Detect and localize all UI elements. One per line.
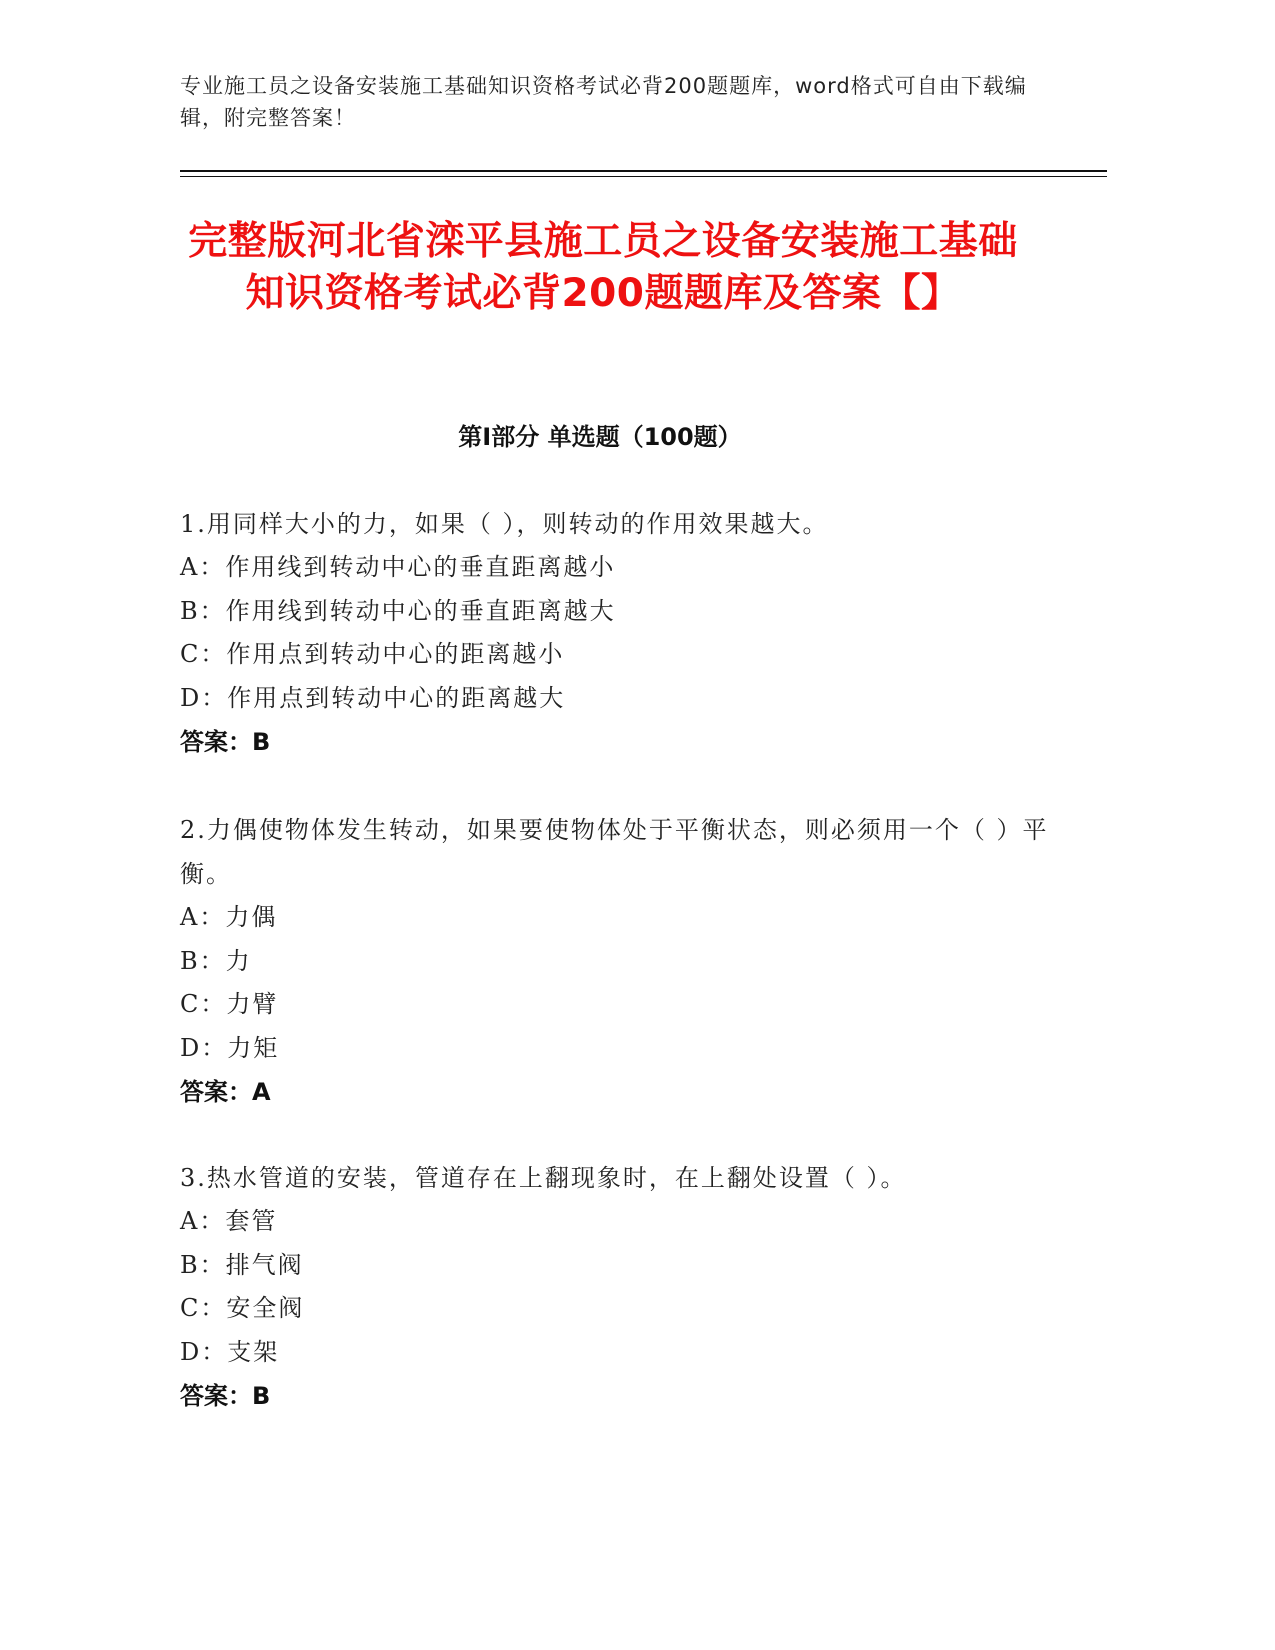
section-title: 第Ⅰ部分 单选题（100题）	[458, 423, 742, 451]
answer: 答案：B	[180, 728, 271, 756]
option-d: D：支架	[180, 1337, 280, 1366]
option-b: B：排气阀	[180, 1250, 304, 1279]
option-a: A：作用线到转动中心的垂直距离越小	[180, 553, 616, 581]
answer: 答案：A	[180, 1078, 271, 1106]
question-stem: 2.力偶使物体发生转动，如果要使物体处于平衡状态，则必须用一个（ ）平衡。	[180, 816, 1049, 888]
question-1	[180, 502, 1080, 764]
question-2	[180, 808, 1080, 1114]
header-divider-thin	[180, 176, 1107, 177]
option-d: D：力矩	[180, 1033, 280, 1062]
option-c: C：力臂	[180, 990, 279, 1018]
header-divider-thick	[180, 170, 1107, 172]
option-d: D：作用点到转动中心的距离越大	[180, 683, 566, 712]
question-stem: 3.热水管道的安装，管道存在上翻现象时，在上翻处设置（ ）。	[180, 1164, 907, 1192]
option-c: C：作用点到转动中心的距离越小	[180, 640, 565, 668]
option-a: A：力偶	[180, 903, 278, 931]
question-stem: 1.用同样大小的力，如果（ ），则转动的作用效果越大。	[180, 510, 829, 538]
option-a: A：套管	[180, 1207, 278, 1235]
document-title: 完整版河北省滦平县施工员之设备安装施工基础知识资格考试必背200题题库及答案【】	[188, 219, 1018, 316]
answer: 答案：B	[180, 1382, 271, 1410]
question-3	[180, 1156, 1080, 1418]
option-b: B：作用线到转动中心的垂直距离越大	[180, 596, 616, 625]
option-b: B：力	[180, 946, 252, 975]
header-note: 专业施工员之设备安装施工基础知识资格考试必背200题题库，word格式可自由下载编辑，附完整答案！	[180, 74, 1027, 130]
option-c: C：安全阀	[180, 1294, 305, 1322]
